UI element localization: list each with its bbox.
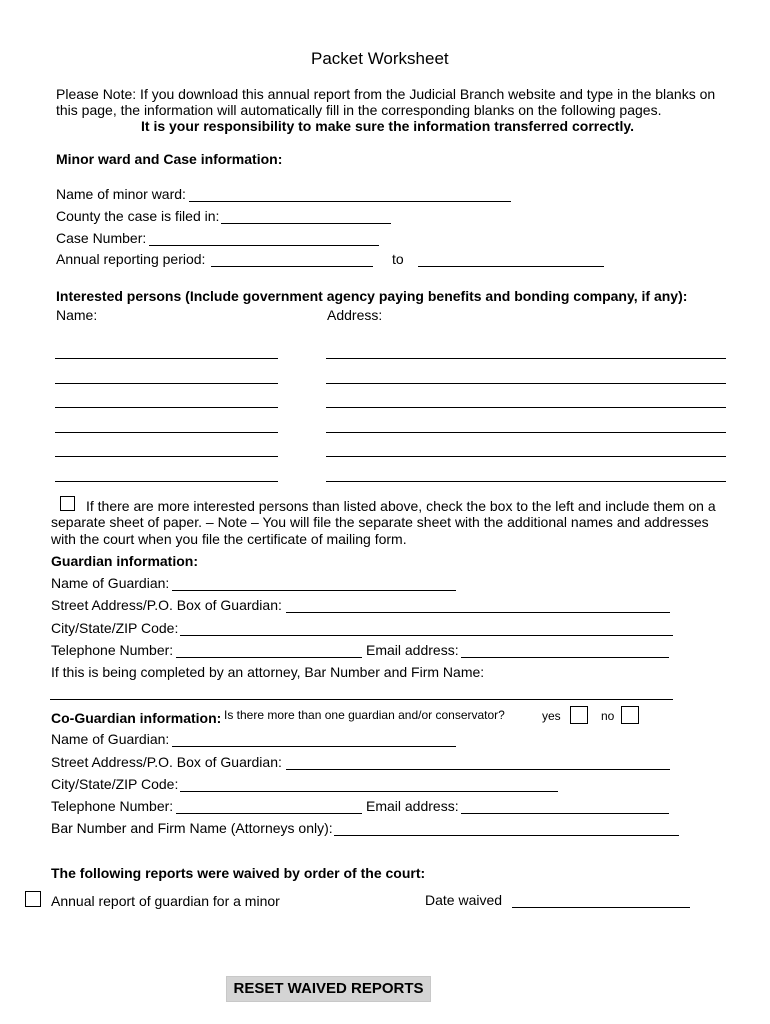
reporting-period-label: Annual reporting period: [56, 251, 206, 267]
case-number-field[interactable] [149, 229, 379, 246]
coguardian-email-label: Email address: [366, 798, 459, 814]
interested-name-field[interactable] [55, 481, 278, 482]
coguardian-yes-label: yes [542, 709, 561, 723]
coguardian-street-field[interactable] [286, 753, 670, 770]
interested-address-field[interactable] [326, 407, 726, 408]
county-label: County the case is filed in: [56, 208, 220, 224]
guardian-email-label: Email address: [366, 642, 459, 658]
guardian-heading: Guardian information: [51, 553, 198, 569]
guardian-attorney-label: If this is being completed by an attorney, Bar Number and Firm Name: [51, 664, 485, 680]
date-waived-label: Date waived [425, 892, 503, 908]
coguardian-email-field[interactable] [461, 797, 669, 814]
coguardian-city-label: City/State/ZIP Code: [51, 776, 179, 792]
coguardian-no-checkbox[interactable] [621, 706, 639, 724]
coguardian-question: Is there more than one guardian and/or conservator? [224, 708, 505, 722]
guardian-name-field[interactable] [172, 574, 456, 591]
minor-name-field[interactable] [189, 185, 511, 202]
more-persons-line-3: with the court when you file the certificate of mailing form. [51, 531, 407, 547]
note-responsibility: It is your responsibility to make sure the information transferred correctly. [141, 118, 634, 134]
interested-name-label: Name: [56, 307, 98, 323]
coguardian-street-label: Street Address/P.O. Box of Guardian: [51, 754, 282, 770]
note-line-1: Please Note: If you download this annual report from the Judicial Branch website and type in the blanks on [56, 86, 716, 102]
coguardian-name-field[interactable] [172, 730, 456, 747]
interested-address-field[interactable] [326, 358, 726, 359]
guardian-street-field[interactable] [286, 596, 670, 613]
period-start-field[interactable] [211, 250, 373, 267]
interested-name-field[interactable] [55, 383, 278, 384]
interested-address-label: Address: [327, 307, 383, 323]
note-line-2: this page, the information will automatically fill in the corresponding blanks on the following pages. [56, 102, 662, 118]
waived-heading: The following reports were waived by order of the court: [51, 865, 426, 881]
case-number-label: Case Number: [56, 230, 147, 246]
minor-section-heading: Minor ward and Case information: [56, 151, 283, 167]
interested-address-field[interactable] [326, 456, 726, 457]
coguardian-phone-field[interactable] [176, 797, 362, 814]
guardian-name-label: Name of Guardian: [51, 575, 170, 591]
coguardian-bar-label: Bar Number and Firm Name (Attorneys only): [51, 820, 333, 836]
coguardian-name-label: Name of Guardian: [51, 731, 170, 747]
reset-waived-reports-button[interactable]: RESET WAIVED REPORTS [226, 976, 431, 1002]
annual-report-label: Annual report of guardian for a minor [51, 893, 280, 909]
guardian-city-label: City/State/ZIP Code: [51, 620, 179, 636]
more-persons-line-2: separate sheet of paper. – Note – You will file the separate sheet with the additional names and addresses [51, 514, 709, 530]
interested-name-field[interactable] [55, 407, 278, 408]
interested-name-field[interactable] [55, 358, 278, 359]
annual-report-waived-checkbox[interactable] [25, 891, 41, 907]
guardian-email-field[interactable] [461, 641, 669, 658]
interested-name-field[interactable] [55, 432, 278, 433]
coguardian-heading: Co-Guardian information: [51, 710, 222, 726]
interested-name-field[interactable] [55, 456, 278, 457]
more-persons-line-1: If there are more interested persons than listed above, check the box to the left and include them on a [86, 498, 716, 514]
coguardian-yes-checkbox[interactable] [570, 706, 588, 724]
interested-heading: Interested persons (Include government agency paying benefits and bonding company, if any): [56, 288, 688, 304]
coguardian-phone-label: Telephone Number: [51, 798, 174, 814]
more-persons-checkbox[interactable] [60, 496, 75, 511]
interested-address-field[interactable] [326, 432, 726, 433]
page-title: Packet Worksheet [311, 49, 449, 68]
period-end-field[interactable] [418, 250, 604, 267]
guardian-phone-field[interactable] [176, 641, 362, 658]
guardian-phone-label: Telephone Number: [51, 642, 174, 658]
county-field[interactable] [221, 207, 391, 224]
coguardian-bar-field[interactable] [334, 819, 679, 836]
period-to-label: to [392, 251, 404, 267]
minor-name-label: Name of minor ward: [56, 186, 186, 202]
guardian-attorney-field[interactable] [50, 699, 673, 700]
date-waived-field[interactable] [512, 891, 690, 908]
guardian-street-label: Street Address/P.O. Box of Guardian: [51, 597, 282, 613]
guardian-city-field[interactable] [180, 619, 673, 636]
coguardian-city-field[interactable] [180, 775, 558, 792]
interested-address-field[interactable] [326, 383, 726, 384]
coguardian-no-label: no [601, 709, 615, 723]
interested-address-field[interactable] [326, 481, 726, 482]
